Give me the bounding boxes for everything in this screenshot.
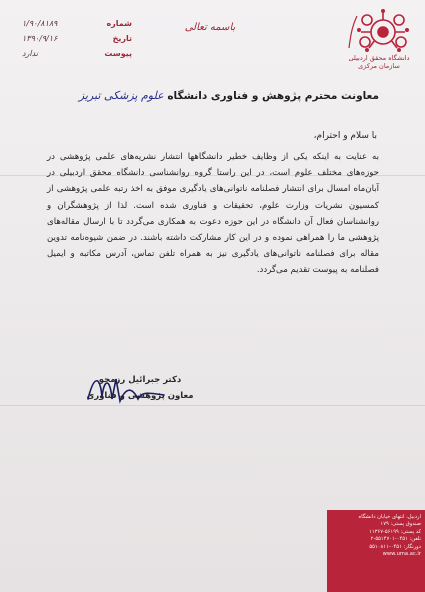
bismillah-heading: باسمه تعالی — [184, 22, 236, 33]
signer-name: دکتر جبرائیل رزمجو — [98, 375, 182, 385]
letter-meta — [22, 16, 132, 61]
address-line: کد پستی: ۵۶۱۹۹-۱۱۳۶۷ — [369, 528, 421, 535]
date-value: ۱۳۹۰/۹/۱۶ — [22, 34, 58, 43]
recipient-line — [39, 89, 379, 102]
meta-number-row — [22, 16, 132, 31]
address-line: صندوق پستی: ۱۷۹ — [380, 521, 421, 528]
letter-body: به عنایت به اینکه یکی از وظایف خطیر دانشگاهها انتشار نشریه‌های علمی پژوهشی در حوزه‌های مختلف علوم است، در این راستا گروه روانشناسی دانشگاه محقق اردبیلی در آبان‌ماه امسال برای انتشار فصلنامه ناتوانی‌های یادگیری موفق به اخذ رتبه علمی پژوهشی از کمسیون نشریات وزارت علوم، تحقیقات و فناوری شده است. لذا از پژوهشگران و روانشناسان فعال آن دانشگاه در این حوزه دعوت به همکاری می‌گردد تا با ارسال مقاله‌های پژوهشی ما را همراهی نموده و در این کار مشارکت داشته باشند. در ضمن شیوه‌نامه تدوین مقاله برای فصلنامه ناتوانی‌های یادگیری نیز به همراه تلفن تماس، آدرس مکاتبه و ایمیل فصلنامه به پیوست تقدیم می‌گردد. — [47, 152, 379, 276]
signature-block — [70, 375, 210, 401]
number-value: ۱/۹۰/۸۱۸۹ — [22, 19, 58, 28]
logo-caption-line1: دانشگاه محقق اردبیلی — [348, 54, 410, 62]
date-label: تاریخ — [112, 34, 132, 43]
university-logo-icon — [343, 8, 415, 86]
number-label: شماره — [106, 19, 132, 28]
meta-date-row — [22, 31, 132, 46]
greeting: با سلام و احترام، — [313, 131, 377, 141]
website-link[interactable]: www.uma.ac.ir — [382, 551, 421, 558]
address-strip — [327, 510, 425, 592]
paper-fold — [0, 405, 425, 406]
attachment-value: ندارد — [22, 49, 39, 58]
recipient-printed: معاونت محترم پژوهش و فناوری دانشگاه — [167, 90, 379, 102]
address-text — [331, 514, 421, 558]
logo-caption — [347, 54, 411, 70]
logo-caption-line2: سازمان مرکزی — [358, 62, 400, 70]
address-line: دورنگار: ۰۴۵۱-۵۵۱۰۸۱۱ — [369, 543, 421, 550]
attachment-label: پیوست — [104, 49, 132, 58]
address-line: تلفن: ۰۴۵۱-۵۵۱۴۷۰۱-۲ — [370, 536, 421, 543]
signature-scribble-icon — [80, 369, 170, 409]
meta-attachment-row — [22, 46, 132, 61]
recipient-handwritten: علوم پزشکی تبریز — [78, 89, 164, 102]
signer-title: معاون پژوهشی و فناوری — [86, 391, 194, 401]
address-line: اردبیل، انتهای خیابان دانشگاه — [358, 514, 421, 520]
